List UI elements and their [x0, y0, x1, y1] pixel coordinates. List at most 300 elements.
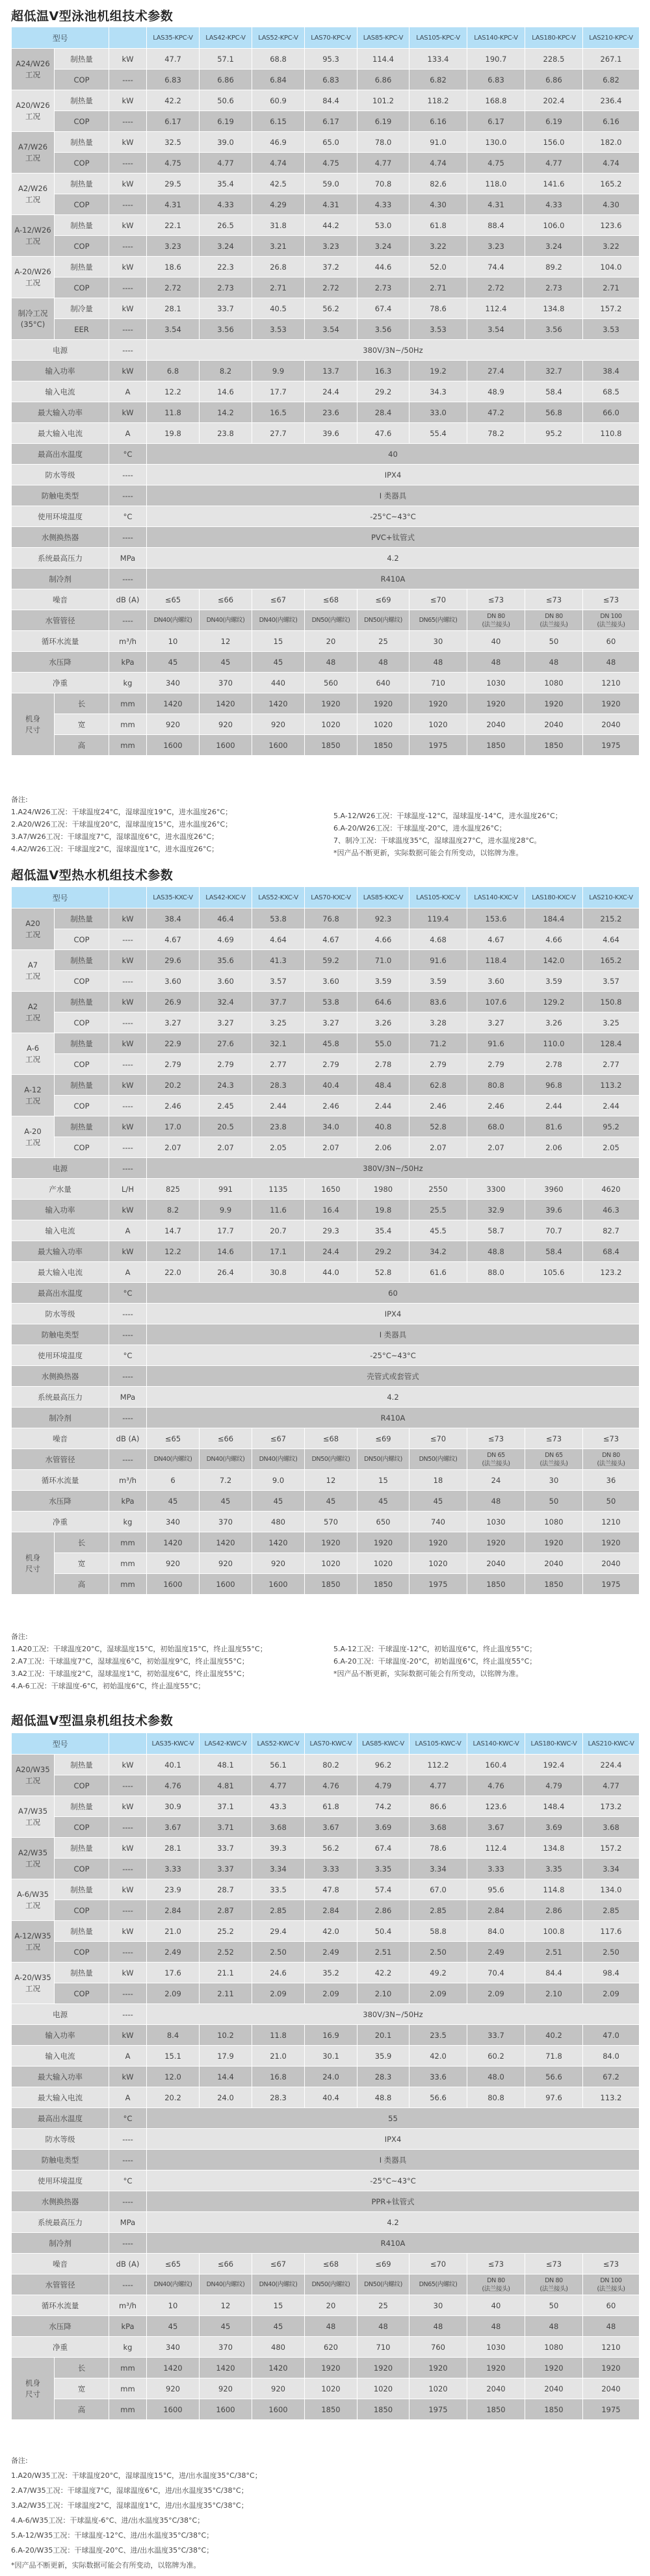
cell-value: 48 [358, 652, 410, 673]
cell-value: 11.8 [147, 402, 200, 423]
cell-value: 11.8 [252, 2025, 305, 2046]
row-label: 噪音 [12, 2254, 109, 2274]
model-column-header: LAS210-KXC-V [583, 887, 640, 908]
row-label: 水侧换热器 [12, 2191, 109, 2212]
cell-value: 2.71 [410, 277, 467, 298]
cell-value: 59.2 [305, 950, 358, 971]
cell-value: 45 [252, 1491, 305, 1512]
table-row [12, 1775, 640, 1796]
cell-value: 29.4 [252, 1921, 305, 1942]
cell-value: 3.67 [305, 1817, 358, 1838]
cell-value: 1420 [200, 2358, 252, 2378]
row-unit: ---- [109, 1942, 147, 1963]
cell-value: 21.0 [147, 1921, 200, 1942]
note-line: 1.A20工况：干球温度20°C，湿球温度15°C，初始温度15°C，终止温度55°C； [11, 1645, 267, 1653]
cell-value: 2.46 [467, 1096, 525, 1116]
cell-value: 48 [305, 652, 358, 673]
note-line: 2.A7/W35工况：干球温度7°C，湿球温度6°C，进/出水温度35°C/38°C； [11, 2486, 248, 2495]
cell-value: 2.78 [358, 1054, 410, 1075]
row-unit: dB (A) [109, 1428, 147, 1449]
cell-value: 112.4 [467, 1838, 525, 1859]
cell-value: 2.44 [583, 1096, 640, 1116]
model-column-header: LAS42-KWC-V [200, 1733, 252, 1755]
cell-value: 14.2 [200, 402, 252, 423]
row-label: COP [55, 1054, 109, 1075]
cell-value: 134.8 [525, 298, 583, 319]
cell-value: 45.8 [305, 1033, 358, 1054]
row-label: 防触电类型 [12, 2150, 109, 2170]
cell-value: 4.33 [525, 194, 583, 215]
model-column-header: LAS85-KPC-V [358, 27, 410, 49]
cell-value: 12.2 [147, 1241, 200, 1262]
model-column-header: LAS70-KXC-V [305, 887, 358, 908]
cell-value: 48 [583, 652, 640, 673]
cell-value: 148.4 [525, 1796, 583, 1817]
cell-value: 23.8 [200, 423, 252, 444]
row-unit: kW [109, 1963, 147, 1983]
row-label: COP [55, 971, 109, 992]
cell-value: 340 [147, 2337, 200, 2358]
cell-value: 119.4 [410, 908, 467, 929]
cell-value: 53.8 [305, 992, 358, 1012]
table-row [12, 1075, 640, 1096]
row-unit: °C [109, 2170, 147, 2191]
cell-value: 14.6 [200, 381, 252, 402]
row-unit: A [109, 1262, 147, 1283]
cell-value: 71.0 [358, 950, 410, 971]
cell-value: 46.9 [252, 132, 305, 153]
row-label: 使用环境温度 [12, 2170, 109, 2191]
cell-value: DN50(内螺纹) [358, 1449, 410, 1470]
table-row [12, 1428, 640, 1449]
table-row [12, 1921, 640, 1942]
cell-value: 1850 [525, 735, 583, 756]
cell-value: 84.0 [583, 2046, 640, 2067]
cell-value: 24.0 [305, 2067, 358, 2087]
cell-value: 2.85 [252, 1900, 305, 1921]
cell-value: 33.7 [200, 1838, 252, 1859]
cell-value: 84.4 [525, 1963, 583, 1983]
cell-value: 46.3 [583, 1200, 640, 1220]
row-label: 循环水流量 [12, 1470, 109, 1491]
cell-value: DN 65 (法兰接头) [467, 1449, 525, 1470]
cell-value: ≤67 [252, 589, 305, 610]
cell-value: 22.0 [147, 1262, 200, 1283]
table-row [12, 1838, 640, 1859]
cell-value: 1420 [200, 693, 252, 714]
row-unit: kW [109, 174, 147, 194]
row-unit: kW [109, 2067, 147, 2087]
row-unit: ---- [109, 2150, 147, 2170]
cell-value: ≤70 [410, 2254, 467, 2274]
row-unit: ---- [109, 319, 147, 340]
cell-value: 17.0 [147, 1116, 200, 1137]
row-label: COP [55, 1775, 109, 1796]
table-row [12, 298, 640, 319]
model-column-header: LAS140-KWC-V [467, 1733, 525, 1755]
row-unit: ---- [109, 1304, 147, 1324]
cell-value: 35.4 [200, 174, 252, 194]
row-label: 制热量 [55, 992, 109, 1012]
cell-value: 78.6 [410, 1838, 467, 1859]
cell-value: 2.07 [147, 1137, 200, 1158]
cell-value: 32.4 [200, 992, 252, 1012]
row-unit: ---- [109, 485, 147, 506]
cell-value: 27.6 [200, 1033, 252, 1054]
cell-value: 82.6 [410, 174, 467, 194]
cell-value: 4.77 [583, 1775, 640, 1796]
cell-value: 2.07 [305, 1137, 358, 1158]
row-unit: ---- [109, 1449, 147, 1470]
row-unit: mm [109, 2399, 147, 2420]
row-label: 制热量 [55, 174, 109, 194]
cell-value: 117.6 [583, 1921, 640, 1942]
cell-value: 3.67 [467, 1817, 525, 1838]
cell-value: 25 [358, 631, 410, 652]
cell-value: 2.50 [410, 1942, 467, 1963]
model-column-header: LAS42-KXC-V [200, 887, 252, 908]
cell-value: ≤68 [305, 2254, 358, 2274]
row-label: 电源 [12, 2004, 109, 2025]
row-label: 制热量 [55, 1116, 109, 1137]
cell-value: 104.0 [583, 257, 640, 277]
table-header-row [12, 1733, 640, 1755]
cell-value: 84.0 [467, 1921, 525, 1942]
cell-value: 3.54 [147, 319, 200, 340]
row-unit: ---- [109, 340, 147, 361]
cell-value: 20.5 [200, 1116, 252, 1137]
cell-value: ≤73 [467, 2254, 525, 2274]
cell-value: 4.66 [525, 929, 583, 950]
cell-value: 19.2 [410, 361, 467, 381]
row-unit: A [109, 381, 147, 402]
spanning-value: IPX4 [147, 465, 640, 485]
cell-value: 2.09 [305, 1983, 358, 2004]
cell-value: 37.7 [252, 992, 305, 1012]
note-line: 7、制冷工况：干球温度35°C，湿球温度27°C，进水温度28°C。 [333, 836, 541, 845]
cell-value: 16.9 [305, 2025, 358, 2046]
table-row [12, 465, 640, 485]
cell-value: 46.4 [200, 908, 252, 929]
cell-value: 6.17 [147, 111, 200, 132]
cell-value: 20.2 [147, 1075, 200, 1096]
cell-value: 118.0 [467, 174, 525, 194]
condition-group-label: A20/W26 工况 [12, 90, 55, 132]
row-unit: ---- [109, 111, 147, 132]
cell-value: 8.2 [147, 1200, 200, 1220]
cell-value: 202.4 [525, 90, 583, 111]
table-row [12, 652, 640, 673]
cell-value: 95.2 [525, 423, 583, 444]
spanning-value: 壳管式或套管式 [147, 1366, 640, 1387]
cell-value: 1600 [252, 735, 305, 756]
spanning-value: 4.2 [147, 548, 640, 569]
table-row [12, 361, 640, 381]
table-row [12, 971, 640, 992]
cell-value: 4.79 [358, 1775, 410, 1796]
cell-value: 3.59 [410, 971, 467, 992]
model-header-label: 型号 [12, 887, 109, 908]
cell-value: 15 [252, 631, 305, 652]
spanning-value: IPX4 [147, 2129, 640, 2150]
spanning-value: 40 [147, 444, 640, 465]
cell-value: 2.51 [358, 1942, 410, 1963]
cell-value: 1850 [358, 735, 410, 756]
cell-value: 1975 [410, 735, 467, 756]
notes-heading: 备注: [11, 2456, 28, 2465]
cell-value: 2.86 [358, 1900, 410, 1921]
cell-value: 95.6 [467, 1879, 525, 1900]
cell-value: 3.59 [525, 971, 583, 992]
cell-value: DN 80 (法兰接头) [583, 1449, 640, 1470]
row-unit: mm [109, 1574, 147, 1595]
cell-value: 3.60 [305, 971, 358, 992]
cell-value: 1600 [147, 2399, 200, 2420]
table-row [12, 950, 640, 971]
cell-value: 2.71 [583, 277, 640, 298]
cell-value: 560 [305, 673, 358, 693]
cell-value: 1920 [525, 693, 583, 714]
cell-value: 3.71 [200, 1817, 252, 1838]
cell-value: 1420 [200, 1532, 252, 1553]
row-label: 长 [55, 1532, 109, 1553]
cell-value: 1920 [525, 1532, 583, 1553]
cell-value: 4.33 [358, 194, 410, 215]
spanning-value: 4.2 [147, 2212, 640, 2233]
row-unit: kPa [109, 652, 147, 673]
table-row [12, 2025, 640, 2046]
note-line: 6.A-20/W35工况：干球温度-20°C、进/出水温度35°C/38°C； [11, 2546, 214, 2555]
cell-value: 1020 [358, 2378, 410, 2399]
cell-value: 7.2 [200, 1470, 252, 1491]
row-unit: ---- [109, 2233, 147, 2254]
cell-value: 2040 [525, 2378, 583, 2399]
cell-value: 67.4 [358, 298, 410, 319]
cell-value: 91.6 [410, 950, 467, 971]
cell-value: 1920 [358, 2358, 410, 2378]
cell-value: 50.6 [200, 90, 252, 111]
condition-group-label: A2/W35 工况 [12, 1838, 55, 1879]
cell-value: 2.05 [252, 1137, 305, 1158]
note-line: 4.A2/W26工况：干球温度2°C，湿球温度1°C，进水温度26°C； [11, 845, 219, 853]
section-title-hot-spring: 超低温V型温泉机组技术参数 [11, 1714, 174, 1728]
cell-value: 53.8 [252, 908, 305, 929]
cell-value: 38.4 [583, 361, 640, 381]
row-unit: ---- [109, 1137, 147, 1158]
cell-value: 3.33 [467, 1859, 525, 1879]
cell-value: DN50(内螺纹) [410, 1449, 467, 1470]
cell-value: 6.84 [252, 70, 305, 90]
row-unit: ---- [109, 1900, 147, 1921]
model-column-header: LAS42-KPC-V [200, 27, 252, 49]
cell-value: 134.0 [583, 1879, 640, 1900]
cell-value: 33.7 [200, 298, 252, 319]
cell-value: 44.0 [305, 1262, 358, 1283]
cell-value: 35.6 [200, 950, 252, 971]
cell-value: 40.1 [147, 1755, 200, 1775]
cell-value: 2.50 [252, 1942, 305, 1963]
cell-value: 74.2 [358, 1796, 410, 1817]
cell-value: DN 80 (法兰接头) [525, 610, 583, 631]
table-row [12, 1054, 640, 1075]
row-label: COP [55, 194, 109, 215]
cell-value: 6.17 [305, 111, 358, 132]
cell-value: 48 [305, 2316, 358, 2337]
note-line: 5.A-12/W35工况：干球温度-12°C、进/出水温度35°C/38°C； [11, 2531, 214, 2540]
cell-value: 2.09 [583, 1983, 640, 2004]
cell-value: 57.1 [200, 49, 252, 70]
cell-value: 20.1 [358, 2025, 410, 2046]
cell-value: 48.8 [358, 2087, 410, 2108]
cell-value: 3.68 [583, 1817, 640, 1838]
cell-value: 128.4 [583, 1033, 640, 1054]
row-unit: ---- [109, 1096, 147, 1116]
cell-value: 40.4 [305, 2087, 358, 2108]
row-unit: ---- [109, 153, 147, 174]
cell-value: 56.8 [525, 402, 583, 423]
cell-value: 1030 [467, 673, 525, 693]
cell-value: 28.4 [358, 402, 410, 423]
cell-value: 2.51 [525, 1942, 583, 1963]
cell-value: 3.37 [200, 1859, 252, 1879]
model-column-header: LAS180-KPC-V [525, 27, 583, 49]
cell-value: 3.69 [358, 1817, 410, 1838]
cell-value: 2.46 [147, 1096, 200, 1116]
cell-value: 480 [252, 1512, 305, 1532]
cell-value: 48.4 [358, 1075, 410, 1096]
row-label: COP [55, 1012, 109, 1033]
cell-value: 920 [200, 1553, 252, 1574]
cell-value: DN 100 (法兰接头) [583, 610, 640, 631]
cell-value: 3.53 [410, 319, 467, 340]
cell-value: 1600 [200, 735, 252, 756]
cell-value: 60.2 [467, 2046, 525, 2067]
cell-value: 39.6 [305, 423, 358, 444]
cell-value: 78.2 [467, 423, 525, 444]
cell-value: DN 65 (法兰接头) [525, 1449, 583, 1470]
row-label: 输入电流 [12, 2046, 109, 2067]
cell-value: 16.5 [252, 402, 305, 423]
cell-value: 45 [147, 1491, 200, 1512]
cell-value: 40.8 [358, 1116, 410, 1137]
cell-value: 48 [525, 2316, 583, 2337]
cell-value: 2.79 [200, 1054, 252, 1075]
cell-value: 1135 [252, 1179, 305, 1200]
cell-value: DN40(内螺纹) [252, 1449, 305, 1470]
row-unit: ---- [109, 1983, 147, 2004]
cell-value: 67.4 [358, 1838, 410, 1859]
model-column-header: LAS210-KPC-V [583, 27, 640, 49]
table-row [12, 1096, 640, 1116]
cell-value: 45 [252, 652, 305, 673]
cell-value: 4.77 [252, 1775, 305, 1796]
row-label: 使用环境温度 [12, 506, 109, 527]
cell-value: 33.7 [467, 2025, 525, 2046]
row-unit: MPa [109, 1387, 147, 1408]
cell-value: 9.9 [200, 1200, 252, 1220]
cell-value: DN40(内螺纹) [147, 610, 200, 631]
cell-value: 156.0 [525, 132, 583, 153]
cell-value: 91.6 [467, 1033, 525, 1054]
note-line: 3.A2/W35工况：干球温度2°C，湿球温度1°C，进/出水温度35°C/38°C； [11, 2501, 248, 2510]
cell-value: ≤70 [410, 1428, 467, 1449]
spanning-value: 380V/3N~/50Hz [147, 1158, 640, 1179]
table-row [12, 2191, 640, 2212]
row-unit: ---- [109, 194, 147, 215]
cell-value: 80.2 [305, 1755, 358, 1775]
note-line: 3.A2工况：干球温度2°C，湿球温度1°C，初始温度6°C，终止温度55°C； [11, 1669, 249, 1678]
row-label: 噪音 [12, 1428, 109, 1449]
cell-value: 3.21 [252, 236, 305, 257]
cell-value: 2.44 [358, 1096, 410, 1116]
table-row [12, 1408, 640, 1428]
cell-value: 12 [200, 2295, 252, 2316]
cell-value: 38.4 [147, 908, 200, 929]
cell-value: 4.68 [410, 929, 467, 950]
cell-value: 88.4 [467, 215, 525, 236]
row-unit: ---- [109, 2274, 147, 2295]
cell-value: 2.09 [467, 1983, 525, 2004]
cell-value: 39.3 [252, 1838, 305, 1859]
cell-value: 3960 [525, 1179, 583, 1200]
row-label: 宽 [55, 2378, 109, 2399]
cell-value: 48 [358, 2316, 410, 2337]
cell-value: 3.25 [252, 1012, 305, 1033]
cell-value: 480 [252, 2337, 305, 2358]
table-row [12, 631, 640, 652]
row-label: 使用环境温度 [12, 1345, 109, 1366]
row-unit: dB (A) [109, 2254, 147, 2274]
cell-value: 105.6 [525, 1262, 583, 1283]
cell-value: 710 [410, 673, 467, 693]
cell-value: 3.25 [583, 1012, 640, 1033]
cell-value: 26.9 [147, 992, 200, 1012]
row-label: 最高出水温度 [12, 1283, 109, 1304]
cell-value: 2040 [467, 2378, 525, 2399]
row-label: 系统最高压力 [12, 2212, 109, 2233]
condition-group-label: A-6 工况 [12, 1033, 55, 1075]
cell-value: 21.0 [252, 2046, 305, 2067]
cell-value: 4.77 [525, 153, 583, 174]
table-row [12, 2170, 640, 2191]
cell-value: 1975 [410, 1574, 467, 1595]
cell-value: 1020 [410, 2378, 467, 2399]
cell-value: ≤66 [200, 2254, 252, 2274]
row-label: 水压降 [12, 1491, 109, 1512]
row-unit: MPa [109, 548, 147, 569]
cell-value: 1080 [525, 673, 583, 693]
row-unit: kW [109, 1200, 147, 1220]
cell-value: 4.74 [410, 153, 467, 174]
spanning-value: -25°C~43°C [147, 1345, 640, 1366]
spanning-value: 380V/3N~/50Hz [147, 2004, 640, 2025]
row-unit: ---- [109, 2191, 147, 2212]
cell-value: ≤73 [467, 1428, 525, 1449]
cell-value: 1420 [147, 1532, 200, 1553]
row-unit: A [109, 1220, 147, 1241]
cell-value: 36 [583, 1470, 640, 1491]
cell-value: 96.8 [525, 1075, 583, 1096]
cell-value: 2.87 [200, 1900, 252, 1921]
row-label: 制冷剂 [12, 2233, 109, 2254]
cell-value: 26.5 [200, 215, 252, 236]
cell-value: ≤66 [200, 1428, 252, 1449]
cell-value: 58.4 [525, 1241, 583, 1262]
row-unit: mm [109, 714, 147, 735]
cell-value: 48 [525, 652, 583, 673]
table-row [12, 1879, 640, 1900]
cell-value: 141.6 [525, 174, 583, 194]
